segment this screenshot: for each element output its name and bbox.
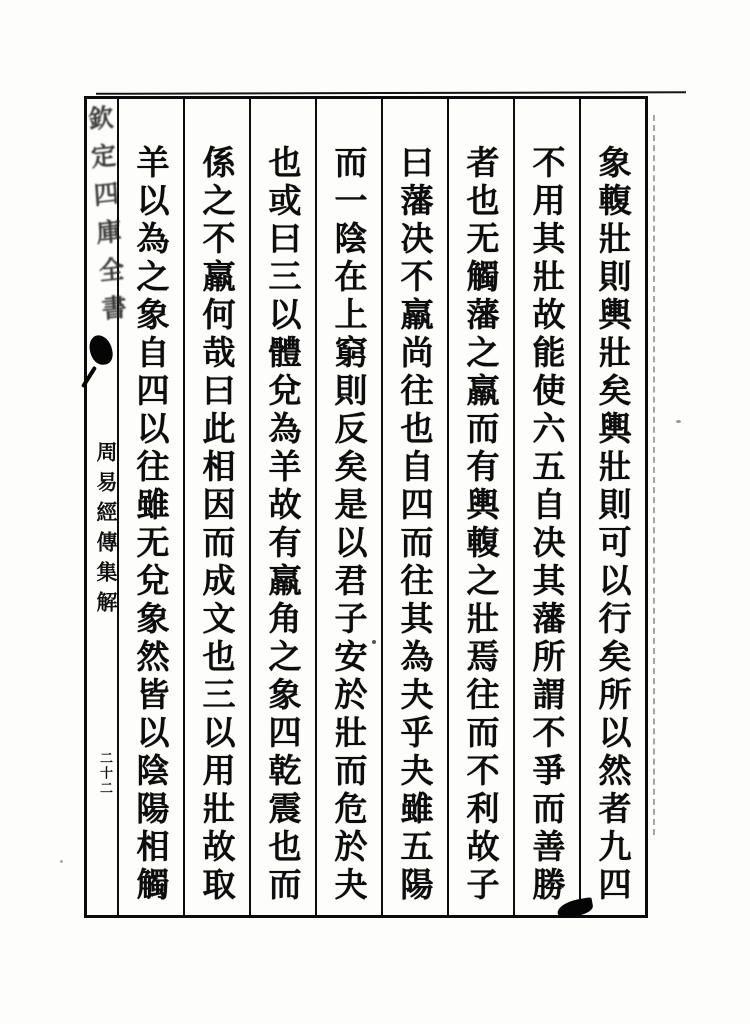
text-column — [249, 99, 315, 915]
text-column — [579, 99, 645, 915]
scan-dashed-artifact — [653, 115, 655, 835]
ink-seal-mark — [88, 333, 115, 366]
book-title: 周易經傳集解 — [94, 441, 119, 621]
scan-top-rule — [96, 91, 686, 95]
column-text: 者也无觸藩之羸而有輿輹之壯焉往而不利故子 — [461, 145, 501, 905]
text-column — [119, 99, 183, 915]
column-text: 係之不羸何哉曰此相因而成文也三以用壯故取 — [197, 145, 237, 905]
text-columns-container — [119, 99, 645, 915]
ink-speck — [676, 420, 681, 423]
left-margin-strip — [84, 99, 129, 915]
ink-speck — [60, 860, 63, 863]
column-text: 羊以為之象自四以往雖无兌象然皆以陰陽相觸 — [131, 145, 171, 905]
text-column — [315, 99, 381, 915]
ink-speck — [372, 640, 376, 644]
text-block-frame — [84, 96, 648, 918]
text-column — [183, 99, 249, 915]
column-text: 不用其壯故能使六五自决其藩所謂不爭而善勝 — [527, 145, 567, 905]
text-column — [513, 99, 579, 915]
ink-seal-tail — [81, 366, 97, 388]
text-column — [381, 99, 447, 915]
collection-header-cursive: 欽定四庫全書 — [84, 103, 129, 335]
column-text: 象輹壯則輿壯矣輿壯則可以行矣所以然者九四 — [593, 145, 633, 905]
text-column — [447, 99, 513, 915]
page-number: 二十二 — [97, 751, 112, 796]
column-text: 而一陰在上窮則反矣是以君子安於壯而危於夬 — [329, 145, 369, 905]
column-text: 曰藩决不羸尚往也自四而往其為夬乎夬雖五陽 — [395, 145, 435, 905]
column-text: 也或曰三以體兌為羊故有羸角之象四乾震也而 — [263, 145, 303, 905]
